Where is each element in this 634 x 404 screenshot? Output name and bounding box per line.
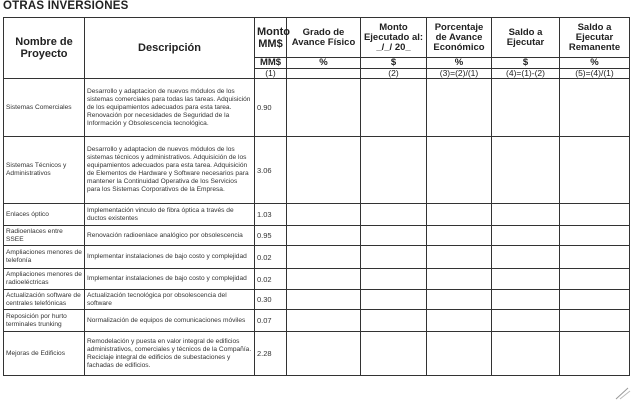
header-nombre-proyecto: Nombre de Proyecto [4,18,85,79]
cell-saldo[interactable] [492,204,560,226]
table-row [4,137,630,204]
header-monto-ejecutado: Monto Ejecutado al: _/_/ 20_ [361,18,427,58]
scan-mark-icon [614,385,632,401]
cell-saldo[interactable] [492,246,560,269]
cell-grado[interactable] [287,332,361,376]
project-monto: 0.02 [255,246,287,269]
cell-porcentaje[interactable] [427,332,492,376]
unit-remanente: % [560,58,630,69]
cell-remanente[interactable] [560,137,630,204]
unit-saldo: $ [492,58,560,69]
cell-remanente[interactable] [560,269,630,290]
header-saldo-remanente: Saldo a Ejecutar Remanente [560,18,630,58]
cell-grado[interactable] [287,290,361,310]
cell-porcentaje[interactable] [427,290,492,310]
cell-grado[interactable] [287,310,361,332]
header-saldo-ejecutar: Saldo a Ejecutar [492,18,560,58]
cell-porcentaje[interactable] [427,79,492,137]
table-row [4,310,630,332]
table-row [4,332,630,376]
header-monto: Monto MM$ [255,18,287,58]
cell-remanente[interactable] [560,246,630,269]
cell-remanente[interactable] [560,290,630,310]
project-name: Radioenlaces entre SSEE [4,226,85,246]
formula-saldo: (4)=(1)-(2) [492,69,560,79]
cell-remanente[interactable] [560,204,630,226]
project-description: Actualización tecnológica por obsolescencia del software [85,290,255,310]
project-monto: 0.02 [255,269,287,290]
project-monto: 1.03 [255,204,287,226]
project-description: Remodelación y puesta en valor integral de edificios administrativos, comerciales y técnicos de la Compañía. Reciclaje integral de edificios de subestaciones y fachadas de edificios. [85,332,255,376]
cell-ejecutado[interactable] [361,310,427,332]
cell-grado[interactable] [287,79,361,137]
formula-monto: (1) [255,69,287,79]
cell-saldo[interactable] [492,79,560,137]
cell-grado[interactable] [287,246,361,269]
table-row [4,246,630,269]
cell-ejecutado[interactable] [361,137,427,204]
cell-remanente[interactable] [560,226,630,246]
unit-ejecutado: $ [361,58,427,69]
project-name: Ampliaciones menores de radioeléctricas [4,269,85,290]
project-description: Desarrollo y adaptacion de nuevos módulos de los sistemas técnicos y administrativos. Adquisición de los equipamientos adecuados para esta tarea. Adquisición de Elementos de Hardware y Software necesarios para mantener la Continuidad Operativa de los Servicios para los Sistemas Corporativos de la Empresa. [85,137,255,204]
unit-grado: % [287,58,361,69]
table-row [4,290,630,310]
header-grado-avance: Grado de Avance Físico [287,18,361,58]
cell-saldo[interactable] [492,310,560,332]
cell-porcentaje[interactable] [427,226,492,246]
cell-remanente[interactable] [560,310,630,332]
project-monto: 3.06 [255,137,287,204]
project-name: Sistemas Comerciales [4,79,85,137]
formula-remanente: (5)=(4)/(1) [560,69,630,79]
cell-saldo[interactable] [492,332,560,376]
cell-ejecutado[interactable] [361,246,427,269]
project-description: Implementar instalaciones de bajo costo y complejidad [85,269,255,290]
project-description: Implementar instalaciones de bajo costo y complejidad [85,246,255,269]
project-monto: 2.28 [255,332,287,376]
cell-saldo[interactable] [492,269,560,290]
table-row [4,226,630,246]
cell-ejecutado[interactable] [361,226,427,246]
project-name: Enlaces óptico [4,204,85,226]
cell-porcentaje[interactable] [427,269,492,290]
project-monto: 0.90 [255,79,287,137]
cell-ejecutado[interactable] [361,204,427,226]
cell-remanente[interactable] [560,332,630,376]
project-name: Ampliaciones menores de telefonía [4,246,85,269]
header-porcentaje-avance: Porcentaje de Avance Económico [427,18,492,58]
project-name: Sistemas Técnicos y Administrativos [4,137,85,204]
project-name: Mejoras de Edificios [4,332,85,376]
project-monto: 0.30 [255,290,287,310]
header-row [4,18,630,58]
header-descripcion: Descripción [85,18,255,79]
section-title: OTRAS INVERSIONES [3,0,129,12]
cell-porcentaje[interactable] [427,310,492,332]
cell-ejecutado[interactable] [361,269,427,290]
cell-grado[interactable] [287,226,361,246]
table-row [4,79,630,137]
project-description: Renovación radioenlace analógico por obsolescencia [85,226,255,246]
project-description: Normalización de equipos de comunicaciones móviles [85,310,255,332]
unit-porcentaje: % [427,58,492,69]
cell-remanente[interactable] [560,79,630,137]
project-monto: 0.07 [255,310,287,332]
table-row [4,269,630,290]
cell-saldo[interactable] [492,226,560,246]
project-description: Desarrollo y adaptacion de nuevos módulos de los sistemas comerciales para todas las tareas. Adquisición de los equipamientos adecuados para esta tarea. Renovación por necesidades de Seguridad de la Información y Obsolescencia tecnológica. [85,79,255,137]
formula-ejecutado: (2) [361,69,427,79]
project-name: Actualización software de centrales telefónicas [4,290,85,310]
cell-grado[interactable] [287,204,361,226]
cell-grado[interactable] [287,269,361,290]
project-name: Reposición por hurto terminales trunking [4,310,85,332]
formula-grado [287,69,361,79]
cell-porcentaje[interactable] [427,246,492,269]
table-row [4,204,630,226]
investments-table [3,17,630,376]
formula-porcentaje: (3)=(2)/(1) [427,69,492,79]
cell-porcentaje[interactable] [427,137,492,204]
cell-ejecutado[interactable] [361,79,427,137]
project-description: Implementación vinculo de fibra óptica a través de ductos existentes [85,204,255,226]
cell-ejecutado[interactable] [361,290,427,310]
cell-saldo[interactable] [492,137,560,204]
cell-ejecutado[interactable] [361,332,427,376]
cell-grado[interactable] [287,137,361,204]
project-monto: 0.95 [255,226,287,246]
unit-monto: MM$ [255,58,287,69]
cell-saldo[interactable] [492,290,560,310]
cell-porcentaje[interactable] [427,204,492,226]
